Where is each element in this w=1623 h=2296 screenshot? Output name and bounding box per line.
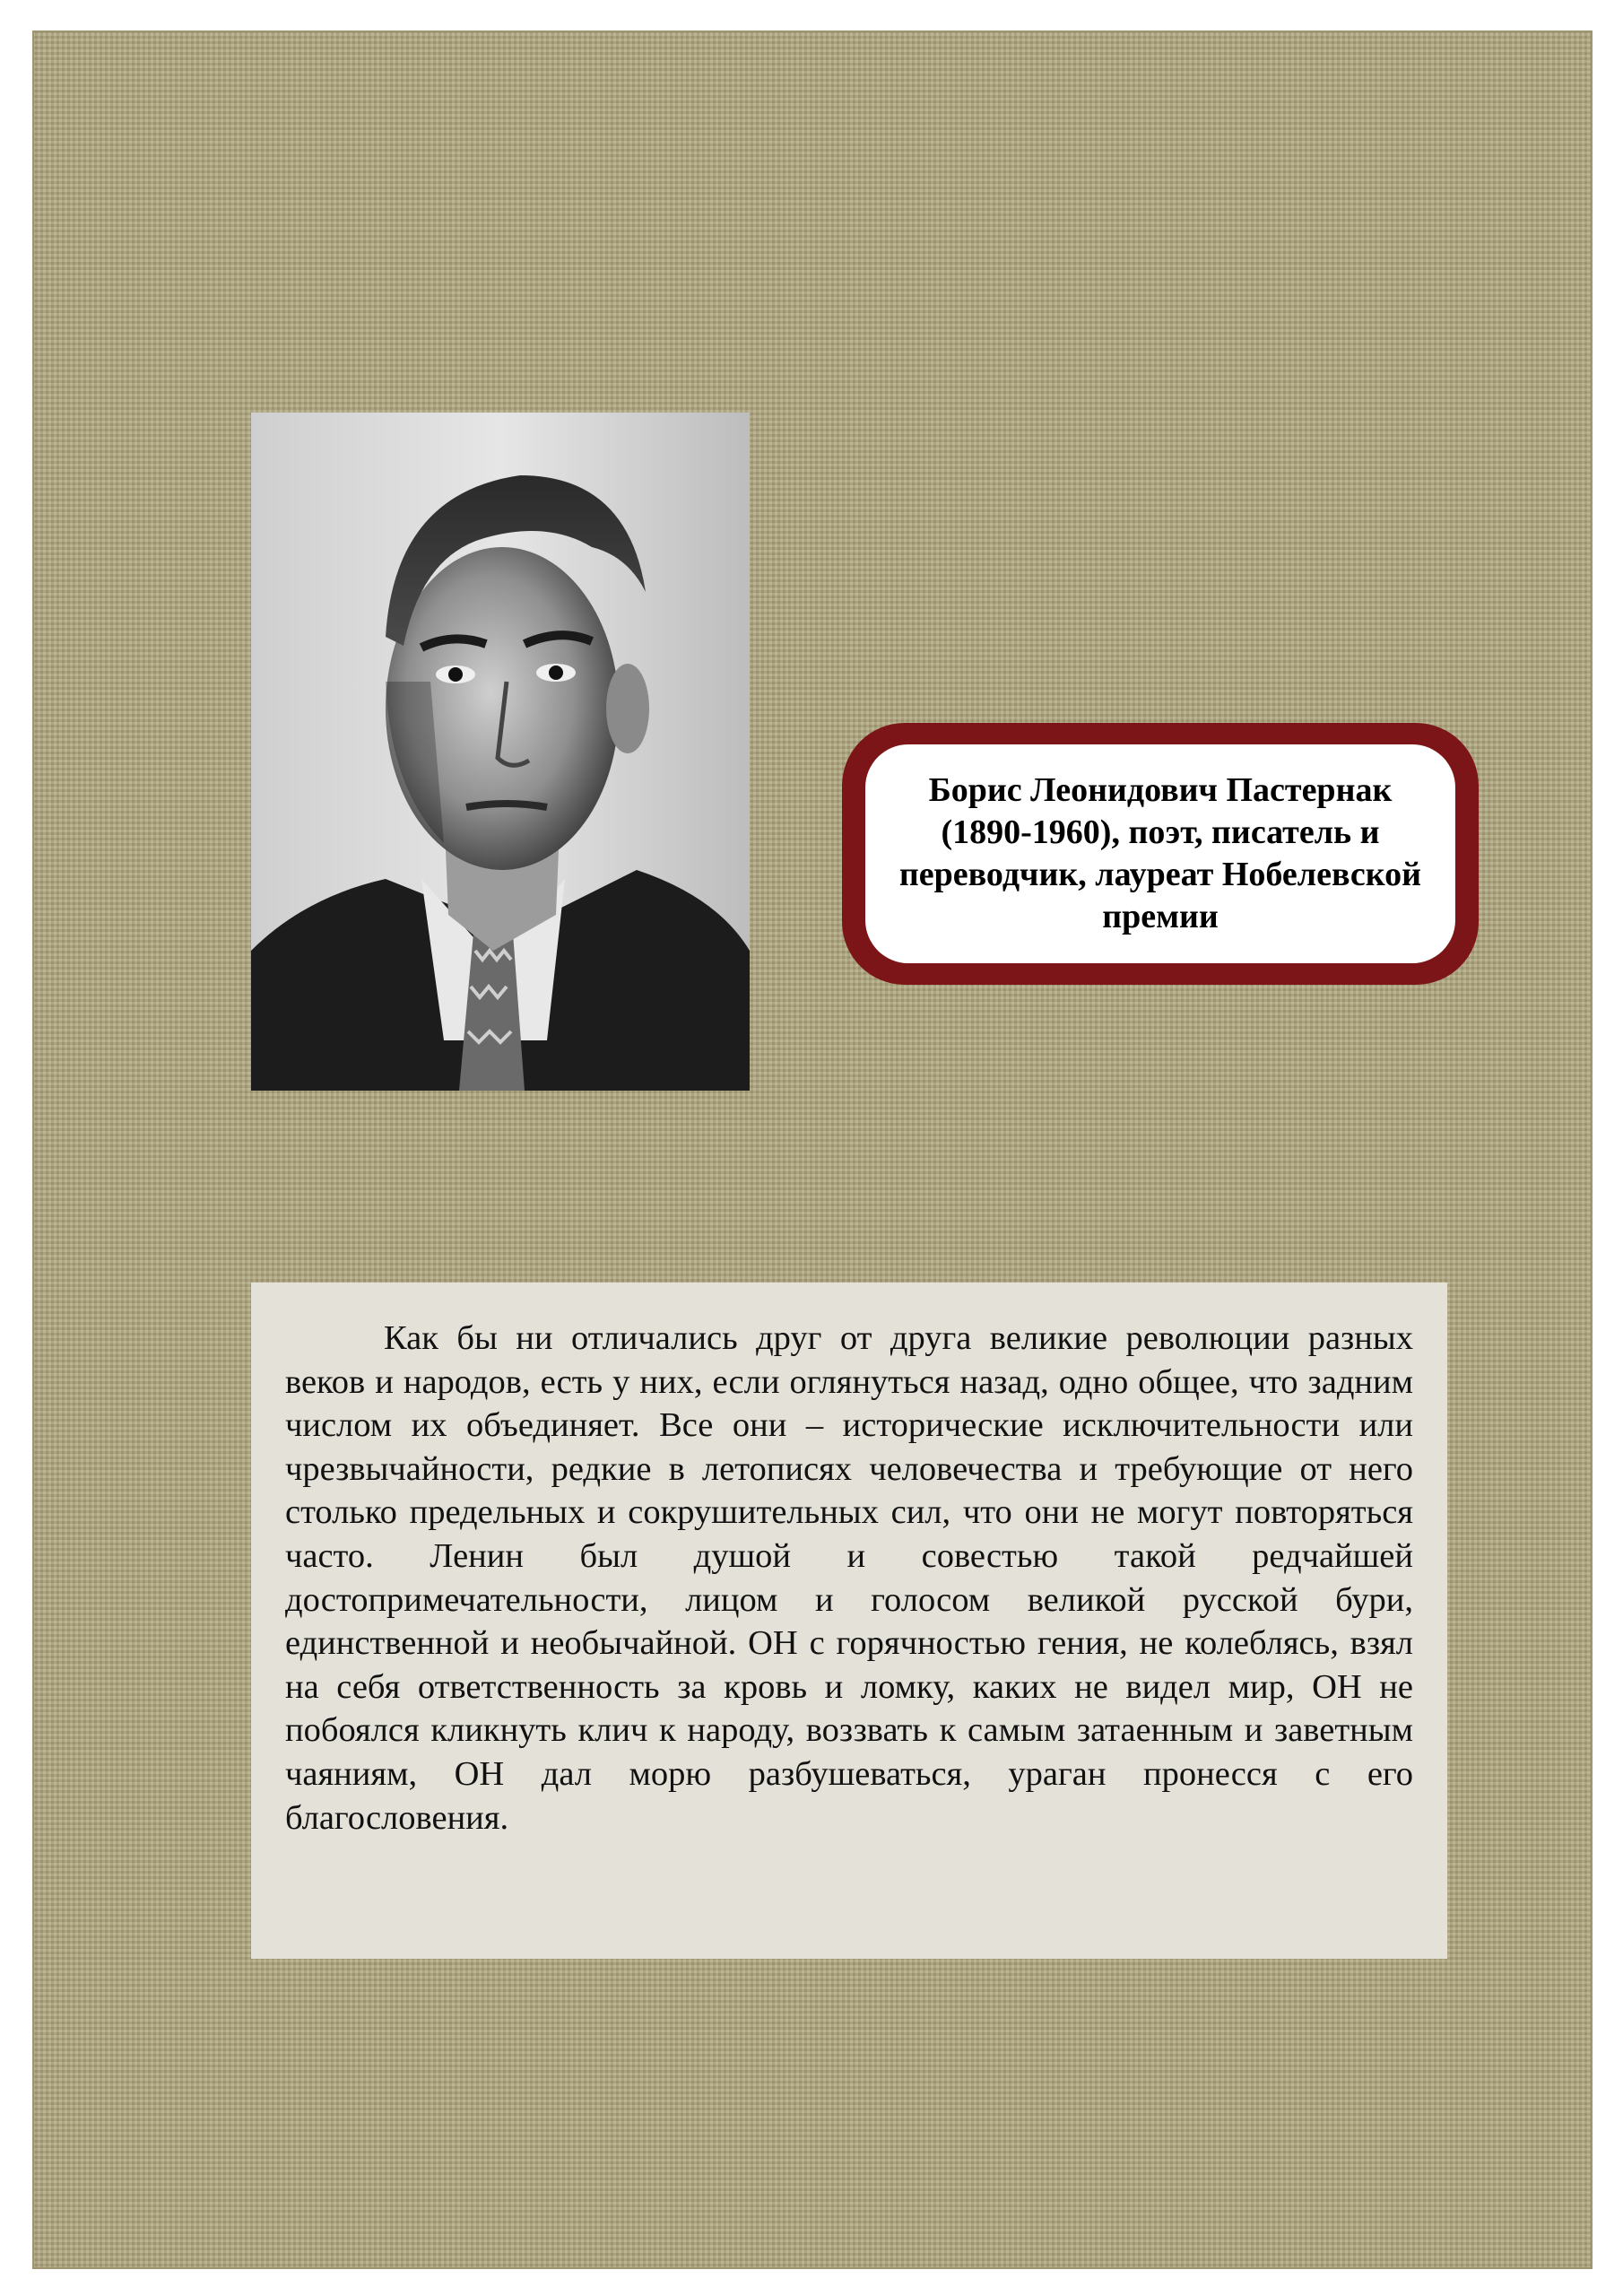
- caption-text: Борис Леонидович Пастернак (1890-1960), поэт, писатель и переводчик, лауреат Нобелевской премии: [898, 771, 1422, 935]
- quote-text: Как бы ни отличались друг от друга великие революции разных веков и народов, есть у них, если оглянуться назад, одно общее, что задним числом их объединяет. Все они – исторические исключительности или чрезвычайности, редкие в летописях человечества и требующие от него столько предельных и сокрушительных сил, что они не могут повторяться часто. Ленин был душой и совестью такой редчайшей достопримечательности, лицом и голосом великой русской бури, единственной и необычайной. ОН с горячностью гения, не колеблясь, взял на себя ответственность за кровь и ломку, каких не видел мир, ОН не побоялся кликнуть клич к народу, воззвать к самым затаенным и заветным чаяниям, ОН дал морю разбушеваться, ураган пронесся с его благословения.: [285, 1319, 1413, 1837]
- portrait-image: [251, 413, 750, 1091]
- quote-panel: [251, 1283, 1447, 1959]
- portrait-photo: [251, 413, 750, 1091]
- caption-badge: [842, 723, 1479, 985]
- caption-panel: [865, 744, 1455, 963]
- page-background: [32, 30, 1593, 2269]
